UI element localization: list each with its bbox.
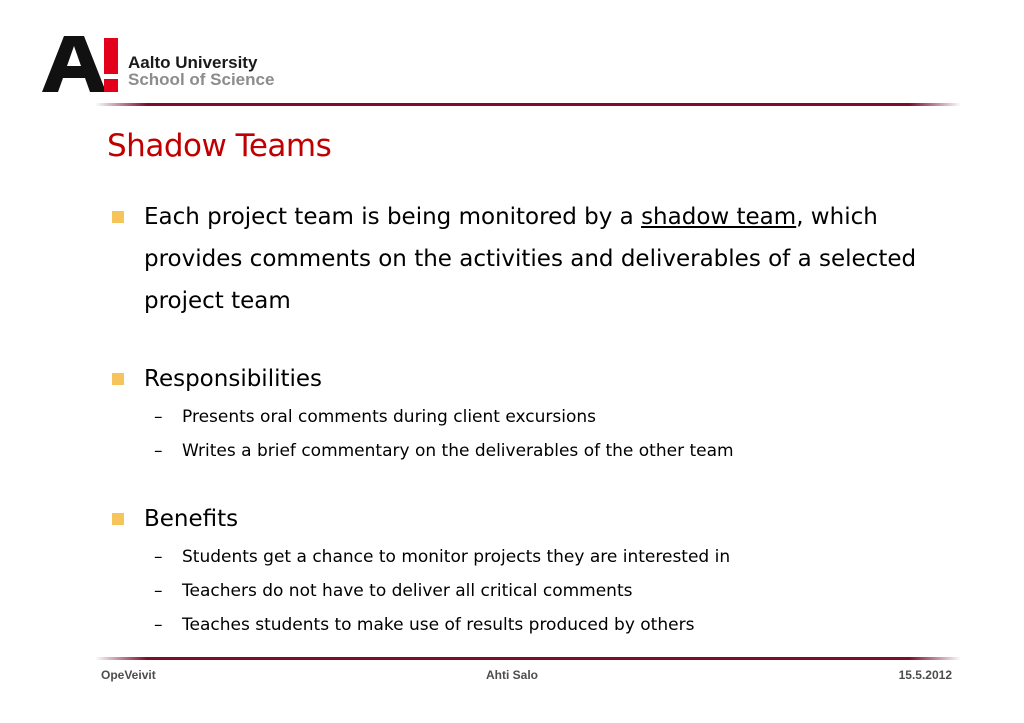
slide-title: Shadow Teams: [107, 128, 332, 164]
sub-bullet: [112, 540, 962, 574]
dash-icon: –: [154, 615, 163, 635]
dash-icon: –: [154, 441, 163, 461]
bullet-square-icon: [112, 513, 124, 525]
footer-date: 15.5.2012: [898, 668, 952, 682]
sub-bullet: [112, 574, 962, 608]
bullet-shadow-team: [112, 196, 962, 322]
bullet-responsibilities: [112, 358, 962, 400]
logo-university-name: Aalto University: [128, 53, 258, 72]
dash-icon: –: [154, 547, 163, 567]
sub-bullet: [112, 608, 962, 642]
bullet-text-pre: Each project team is being monitored by a: [144, 204, 642, 230]
footer-course: OpeVeivit: [101, 668, 156, 682]
bullet-square-icon: [112, 211, 124, 223]
sub-bullet-text: Writes a brief commentary on the deliverables of the other team: [182, 441, 734, 461]
sub-bullet-text: Presents oral comments during client excursions: [182, 407, 596, 427]
bullet-benefits: [112, 498, 962, 540]
slide-body: [112, 196, 962, 642]
header-divider: [95, 103, 961, 106]
bullet-label: Benefits: [144, 506, 239, 532]
aalto-a-mark-icon: [42, 36, 126, 96]
bullet-label: Responsibilities: [144, 366, 323, 392]
aalto-logo: [42, 36, 292, 96]
sub-bullet-text: Teaches students to make use of results produced by others: [182, 615, 695, 635]
logo-school-name: School of Science: [128, 70, 275, 89]
dash-icon: –: [154, 581, 163, 601]
footer-divider: [95, 657, 961, 660]
bullet-square-icon: [112, 373, 124, 385]
sub-bullet-text: Students get a chance to monitor projects they are interested in: [182, 547, 731, 567]
sub-bullet-text: Teachers do not have to deliver all critical comments: [182, 581, 633, 601]
footer-author: Ahti Salo: [486, 668, 539, 682]
bullet-text-post: , which provides comments on the activities and deliverables of a selected project team: [144, 204, 917, 314]
sub-bullet: [112, 434, 962, 468]
shadow-team-term: shadow team: [641, 204, 797, 230]
sub-bullet: [112, 400, 962, 434]
dash-icon: –: [154, 407, 163, 427]
